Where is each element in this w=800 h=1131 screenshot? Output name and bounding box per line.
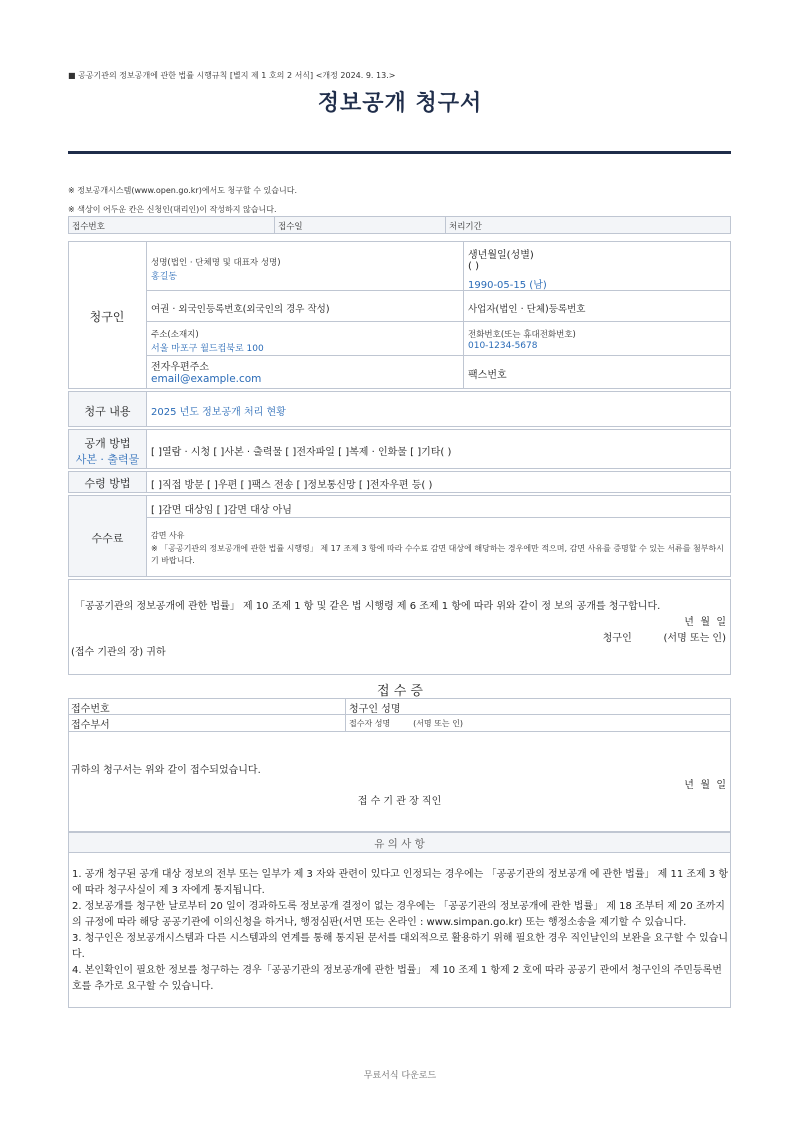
receipt-number-label: 접수번호	[71, 704, 110, 715]
notice-list	[72, 867, 730, 995]
birth-value[interactable]: 1990-05-15 (남)	[468, 280, 547, 291]
applicant-name-label: 성명(법인 · 단체명 및 대표자 성명)	[151, 258, 281, 268]
form-title: 정보공개 청구서	[317, 91, 483, 116]
receipt-box	[68, 698, 731, 832]
requester-name-label: 청구인 성명	[349, 704, 401, 715]
notice-item: 4. 본인확인이 필요한 정보를 청구하는 경우「공공기관의 정보공개에 관한 법률」 제 10 조제 1 항제 2 호에 따라 공공기 관에서 청구인의 주민등록번호를 추가로 요구할 수 있습니다.	[72, 965, 722, 992]
declaration-recipient: (접수 기관의 장) 귀하	[71, 647, 166, 658]
declaration-text: 「공공기관의 정보공개에 관한 법률」 제 10 조제 1 항 및 같은 법 시행령 제 6 조제 1 항에 따라 위와 같이 정 보의 공개를 청구합니다.	[75, 601, 661, 612]
birth-label: 생년월일(성별)	[468, 250, 534, 261]
request-content-row	[68, 391, 731, 427]
request-content-label: 청구 내용	[84, 405, 131, 418]
receipt-date-label: 접수일	[278, 222, 303, 232]
disclosure-method-row	[68, 429, 731, 469]
law-reference-note: ■ 공공기관의 정보공개에 관한 법률 시행규칙 [별지 제 1 호의 2 서식] <개정 2024. 9. 13.>	[68, 71, 396, 80]
online-note: ※ 정보공개시스템(www.open.go.kr)에서도 청구할 수 있습니다.	[68, 186, 298, 195]
receiving-dept-label: 접수부서	[71, 720, 110, 731]
address-value[interactable]: 서울 마포구 월드컵북로 100	[151, 344, 264, 354]
disclosure-method-options[interactable]: [ ]열람 · 시청 [ ]사본 · 출력물 [ ]전자파일 [ ]복제 · 인화물 [ ]기타( )	[151, 447, 452, 458]
download-link[interactable]: 무료서식 다운로드	[363, 1071, 437, 1081]
birth-paren: ( )	[468, 261, 479, 272]
fee-reason-note: ※ 「공공기관의 정보공개에 관한 법률 시행령」 제 17 조제 3 항에 따라 수수료 감면 대상에 해당하는 경우에만 적으며, 감면 사유를 증명할 수 있는 서류를 첨부하시기 바랍니다.	[151, 544, 724, 565]
fee-reason-label: 감면 사유	[151, 531, 185, 540]
receipt-confirm-text: 귀하의 청구서는 위와 같이 접수되었습니다.	[71, 765, 261, 776]
fee-row	[68, 495, 731, 577]
notice-item: 1. 공개 청구된 공개 대상 정보의 전부 또는 일부가 제 3 자와 관련이 있다고 인정되는 경우에는 「공공기관의 정보공개 에 관한 법률」 제 11 조제 3 항에 따라 청구사실이 제 3 자에게 통지됩니다.	[72, 869, 729, 896]
applicant-section	[68, 241, 731, 389]
notice-item: 2. 정보공개를 청구한 날로부터 20 일이 경과하도록 정보공개 결정이 없는 경우에는 「공공기관의 정보공개에 관한 법률」 제 18 조부터 제 20 조까지의 규정에 따라 해당 공공기관에 이의신청을 하거나, 행정심판(서면 또는 온라인 : www.simpan.go.kr) 또는 행정소송을 제기할 수 있습니다.	[72, 901, 725, 928]
declaration-date: 년 월 일	[684, 617, 726, 628]
processing-period-label: 처리기간	[449, 222, 482, 232]
receive-method-options[interactable]: [ ]직접 방문 [ ]우편 [ ]팩스 전송 [ ]정보통신망 [ ]전자우편 등( )	[151, 480, 433, 491]
receipt-date: 년 월 일	[684, 780, 726, 791]
agency-head-seal: 접 수 기 관 장 직인	[357, 796, 442, 807]
receiver-name-label[interactable]: 접수자 성명 (서명 또는 인)	[349, 719, 464, 728]
title-divider	[68, 151, 731, 154]
applicant-name-value[interactable]: 홍길동	[151, 272, 178, 282]
disclosure-method-value[interactable]: 사본 · 출력물	[75, 453, 140, 466]
receive-method-label: 수령 방법	[84, 477, 131, 490]
receipt-header-row	[68, 216, 731, 234]
notice-title: 유 의 사 항	[374, 838, 425, 850]
declaration-signer[interactable]: 청구인 (서명 또는 인)	[602, 633, 726, 644]
disclosure-method-label: 공개 방법	[84, 437, 131, 450]
address-label: 주소(소재지)	[151, 330, 199, 340]
fee-label: 수수료	[91, 532, 124, 545]
notice-box	[68, 832, 731, 1008]
phone-value[interactable]: 010-1234-5678	[468, 341, 538, 351]
declaration-box	[68, 579, 731, 675]
applicant-section-label: 청구인	[89, 310, 125, 324]
dark-cell-note: ※ 색상이 어두운 칸은 신청인(대리인)이 작성하지 않습니다.	[68, 205, 277, 214]
notice-item: 3. 청구인은 정보공개시스템과 다른 시스템과의 연계를 통해 통지된 문서를 대외적으로 활용하기 위해 필요한 경우 직인날인의 보완을 요구할 수 있습니다.	[72, 933, 729, 960]
request-content-value[interactable]: 2025 년도 정보공개 처리 현황	[151, 407, 286, 418]
receipt-number-label: 접수번호	[72, 222, 105, 232]
fax-label: 팩스번호	[468, 370, 507, 381]
email-label: 전자우편주소	[151, 362, 209, 373]
passport-label: 여권 · 외국인등록번호(외국인의 경우 작성)	[151, 304, 330, 315]
phone-label: 전화번호(또는 휴대전화번호)	[468, 330, 576, 340]
receive-method-row	[68, 471, 731, 493]
email-value[interactable]: email@example.com	[151, 373, 262, 385]
business-number-label: 사업자(법인 · 단체)등록번호	[468, 304, 586, 315]
fee-options[interactable]: [ ]감면 대상임 [ ]감면 대상 아님	[151, 505, 292, 516]
receipt-title: 접 수 증	[377, 684, 423, 699]
